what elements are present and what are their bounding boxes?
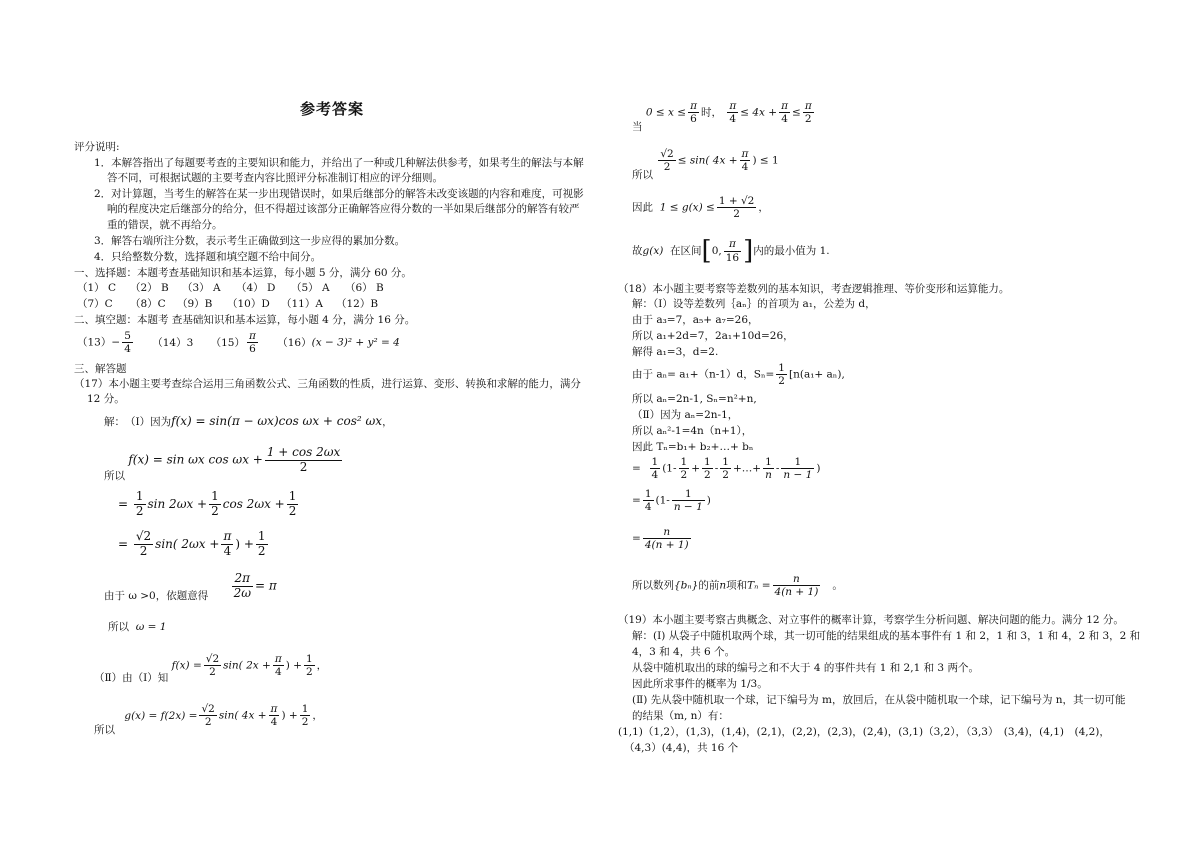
q17-step1: 所以 f(x) = sin ωx cos ωx + $\frac{1 + \cos 2\omega x}{2}$ (104, 445, 341, 483)
mc-answer: （12）B (336, 298, 379, 310)
scoring-note: 1．本解答指出了每题要考查的主要知识和能力，并给出了一种或几种解法供参考，如果考生的解法与本解 (94, 157, 584, 169)
fraction: $\frac{1 + \cos 2\omega x}{2}$ (266, 445, 341, 474)
scoring-note: 4．只给整数分数，选择题和填空题不给中间分。 (94, 251, 322, 263)
scoring-note: 3．解答右端所注分数，表示考生正确做到这一步应得的累加分数。 (94, 235, 406, 247)
q17-omega: 由于 ω >0，依题意得 $\frac{2\pi}{2\omega}$ = π (104, 571, 277, 603)
section-fill: 二、填空题：本题考 查基础知识和基本运算，每小题 4 分，满分 16 分。 (74, 314, 416, 326)
scoring-note: 响的程度决定后继部分的给分，但不得超过该部分正确解答应得分数的一半如果后继部分的解答有较严 (107, 203, 580, 215)
mc-answer: （8）C (130, 298, 166, 310)
mc-answer: （10）D (227, 298, 270, 310)
q18-result: 所以数列{bₙ}的前n项和Tₙ = $\frac{n}{4(n + 1)}$ 。 (632, 573, 843, 599)
mc-answer: （2） B (130, 282, 169, 294)
q18-line: 所以 a₁+2d=7，2a₁+10d=26， (632, 330, 794, 342)
mc-answer: （4） D (236, 282, 276, 294)
q18-line: （Ⅱ）因为 aₙ=2n-1， (632, 409, 739, 421)
q18-line: 所以 aₙ²-1=4n（n+1）， (632, 425, 753, 437)
q17-cont-min: 故g(x) 在区间[0, $\frac{\pi}{16}$ ]内的最小值为 1. (632, 236, 830, 266)
mc-answer: （6） B (345, 282, 384, 294)
q17-g: 所以 g(x) = f(2x) = $\frac{√2}{2}$ sin( 4x + $\frac{\pi}{4}$ ) + $\frac{1}{2}$ ， (94, 703, 323, 736)
mc-answer: （7）C (77, 298, 113, 310)
scoring-note: 答不同，可根据试题的主要考查内容比照评分标准制订相应的评分细则。 (107, 172, 443, 184)
q18-line: 由于 a₃=7，a₅+ a₇=26， (632, 314, 759, 326)
fraction: $\frac{5}{4}$ (124, 330, 131, 356)
q17-omega-result: 所以 ω = 1 (108, 621, 167, 633)
mc-answers-row1 (77, 281, 384, 295)
q18-sum: = $\frac{1}{4}$ (1- $\frac{1}{2}$ + $\frac{1}{2}$ - $\frac{1}{2}$ +…+ $\frac{1}{n}$ - $\frac{1}{n - 1}$ ) (632, 456, 821, 482)
q18-line: 解：（Ⅰ）设等差数列｛aₙ｝的首项为 a₁，公差为 d， (632, 298, 876, 310)
mc-answer: （1） C (77, 282, 117, 294)
mc-answer: （3） A (182, 282, 221, 294)
q17-cont-cond: 当 0 ≤ x ≤ $\frac{\pi}{6}$ 时， $\frac{\pi}{4}$ ≤ 4x + $\frac{\pi}{4}$ ≤ $\frac{\pi}{2}$ (632, 100, 812, 133)
q18-line: 因此 Tₙ=b₁+ b₂+…+ bₙ (632, 441, 754, 453)
q19-line: 从袋中随机取出的球的编号之和不大于 4 的事件共有 1 和 2,1 和 3 两个。 (632, 662, 979, 674)
q17-cont-ineq: 所以 $\frac{√2}{2}$ ≤ sin( 4x + $\frac{\pi}{4}$ ) ≤ 1 (632, 148, 779, 181)
q19-intro: （19）本小题主要考察古典概念、对立事件的概率计算，考察学生分析问题、解决问题的能力。满分 12 分。 (618, 614, 1124, 626)
mc-answer: （9）B (177, 298, 213, 310)
q17-cont-g: 因此 1 ≤ g(x) ≤ $\frac{1 + √2}{2}$ ， (632, 195, 769, 221)
mc-answers-row2 (77, 297, 378, 311)
q19-line: (1,1)（1,2），(1,3)，(1,4)，(2,1)，(2,2)，(2,3)，(2,4)，(3,1)（3,2），（3,3） (3,4)，(4,1) (4,2)， (618, 726, 1110, 738)
q18-line: 解得 a₁=3，d=2. (632, 346, 719, 358)
scoring-header: 评分说明: (74, 141, 120, 153)
q18-line: 由于 aₙ= a₁+（n-1）d，Sₙ= $\frac{1}{2}$ [n(a₁+ aₙ), (632, 362, 845, 388)
q19-line: 解：(Ⅰ) 从袋子中随机取两个球，其一切可能的结果组成的基本事件有 1 和 2，1 和 3，1 和 4，2 和 3，2 和 (632, 630, 1141, 642)
mc-answer: （11）A (281, 298, 323, 310)
section-choice: 一、选择题：本题考查基础知识和基本运算，每小题 5 分，满分 60 分。 (74, 267, 412, 279)
q17-part2: （Ⅱ）由（Ⅰ）知 f(x) = $\frac{√2}{2}$ sin( 2x + $\frac{\pi}{4}$ ) + $\frac{1}{2}$ ， (94, 653, 328, 684)
fraction: $\frac{\pi}{6}$ (248, 330, 256, 356)
q19-line: 4，3 和 4，共 6 个。 (632, 646, 736, 658)
q18-line: 所以 aₙ=2n-1, Sₙ=n²+n, (632, 393, 757, 405)
q17-part1: 解： （Ⅰ）因为f(x) = sin(π − ωx)cos ωx + cos² ωx， (104, 414, 393, 428)
q19-line: 的结果（m, n）有： (632, 710, 729, 722)
q18-intro: （18）本小题主要考察等差数列的基本知识，考查逻辑推理、等价变形和运算能力。 (618, 283, 1010, 295)
q19-line: (Ⅱ) 先从袋中随机取一个球，记下编号为 m，放回后，在从袋中随机取一个球，记下编号为 n，其一切可能 (632, 694, 1126, 706)
q17-step3: = $\frac{√2}{2}$ sin( 2ωx + $\frac{\pi}{4}$ ) + $\frac{1}{2}$ (118, 529, 266, 558)
mc-answer: （5） A (291, 282, 330, 294)
q18-sum3: = $\frac{n}{4(n + 1)}$ (632, 526, 689, 552)
q17-intro: （17）本小题主要考查综合运用三角函数公式、三角函数的性质，进行运算、变形、转换和求解的能力，满分 (74, 378, 581, 390)
scoring-note: 2．对计算题，当考生的解答在某一步出现错误时，如果后继部分的解答未改变该题的内容和难度，可视影 (94, 188, 584, 200)
q17-intro: 12 分。 (87, 393, 125, 405)
q18-sum2: = $\frac{1}{4}$ (1- $\frac{1}{n - 1}$ ) (632, 488, 711, 514)
fill-answers: （13）− $\frac{5}{4}$ （14）3 （15） $\frac{\pi}{6}$ （16）(x − 3)² + y² = 4 (77, 330, 400, 356)
q19-line: （4,3）(4,4)，共 16 个 (624, 742, 739, 754)
section-solve: 三、解答题 (74, 363, 127, 375)
q19-line: 因此所求事件的概率为 1/3。 (632, 678, 768, 690)
page-title: 参考答案 (300, 100, 365, 118)
scoring-note: 重的错误，就不再给分。 (107, 219, 223, 231)
q17-step2: = $\frac{1}{2}$ sin 2ωx + $\frac{1}{2}$ cos 2ωx + $\frac{1}{2}$ (118, 489, 297, 518)
